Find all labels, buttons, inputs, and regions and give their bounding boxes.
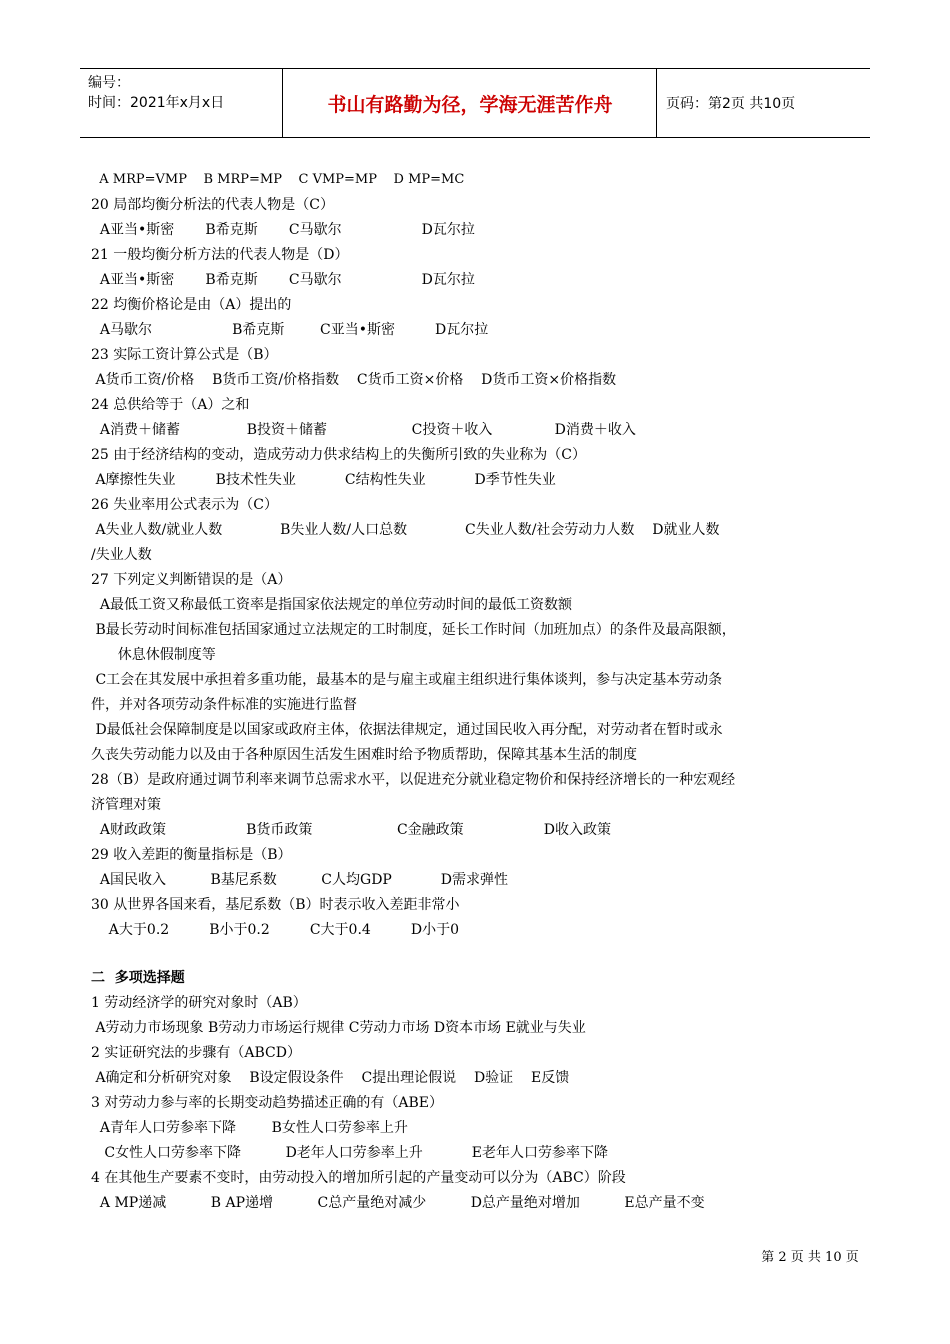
text-line: 济管理对策 [91,797,161,813]
text-line: A摩擦性失业 B技术性失业 C结构性失业 D季节性失业 [91,472,556,488]
text-line: C女性人口劳参率下降 D老年人口劳参率上升 E老年人口劳参率下降 [91,1145,608,1161]
text-line: 28（B）是政府通过调节利率来调节总需求水平，以促进充分就业稳定物价和保持经济增长的一种宏观经 [91,772,736,788]
date-label: 时间：2021年x月x日 [88,95,225,111]
section-heading: 二 多项选择题 [91,970,185,986]
text-line: 4 在其他生产要素不变时，由劳动投入的增加所引起的产量变动可以分为（ABC）阶段 [91,1170,626,1186]
text-line: A最低工资又称最低工资率是指国家依法规定的单位劳动时间的最低工资数额 [91,597,573,613]
text-line: 22 均衡价格论是由（A）提出的 [91,297,292,313]
text-line: A货币工资/价格 B货币工资/价格指数 C货币工资×价格 D货币工资×价格指数 [91,372,617,388]
text-line: 20 局部均衡分析法的代表人物是（C） [91,197,334,213]
text-line: B最长劳动时间标准包括国家通过立法规定的工时制度，延长工作时间（加班加点）的条件及最高限额， [91,622,736,638]
text-line: 3 对劳动力参与率的长期变动趋势描述正确的有（ABE） [91,1095,443,1111]
text-line: 26 失业率用公式表示为（C） [91,497,278,513]
text-line: 休息休假制度等 [91,647,216,663]
header-motto: 书山有路勤为径，学海无涯苦作舟 [284,69,657,137]
text-line: A财政政策 B货币政策 C金融政策 D收入政策 [91,822,611,838]
text-line: A MP递减 B AP递增 C总产量绝对减少 D总产量绝对增加 E总产量不变 [91,1195,705,1211]
text-line: /失业人数 [91,547,152,563]
text-line: A确定和分析研究对象 B设定假设条件 C提出理论假说 D验证 E反馈 [91,1070,570,1086]
text-line: 21 一般均衡分析方法的代表人物是（D） [91,247,349,263]
text-line: 27 下列定义判断错误的是（A） [91,572,292,588]
text-line: A国民收入 B基尼系数 C人均GDP D需求弹性 [91,872,509,888]
text-line: A马歇尔 B希克斯 C亚当•斯密 D瓦尔拉 [91,322,489,338]
footer-page-number: 第 2 页 共 10 页 [761,1250,859,1265]
text-line: A亚当•斯密 B希克斯 C马歇尔 D瓦尔拉 [91,272,475,288]
text-line: A失业人数/就业人数 B失业人数/人口总数 C失业人数/社会劳动力人数 D就业人数 [91,522,720,538]
text-line: 25 由于经济结构的变动，造成劳动力供求结构上的失衡所引致的失业称为（C） [91,447,586,463]
text-line: 2 实证研究法的步骤有（ABCD） [91,1045,301,1061]
text-line: 29 收入差距的衡量指标是（B） [91,847,292,863]
page-footer [0,1246,950,1265]
header-page-label: 页码：第2页 共10页 [666,96,796,112]
text-line: C工会在其发展中承担着多重功能，最基本的是与雇主或雇主组织进行集体谈判，参与决定基本劳动条 [91,672,723,688]
text-line: A MRP=VMP B MRP=MP C VMP=MP D MP=MC [91,172,465,187]
text-line: 件，并对各项劳动条件标准的实施进行监督 [91,697,357,713]
header-meta [80,69,283,137]
text-line: 24 总供给等于（A）之和 [91,397,250,413]
text-line: A大于0.2 B小于0.2 C大于0.4 D小于0 [91,922,459,938]
page-header [80,68,870,138]
text-line: 30 从世界各国来看，基尼系数（B）时表示收入差距非常小 [91,897,460,913]
text-line: A劳动力市场现象 B劳动力市场运行规律 C劳动力市场 D资本市场 E就业与失业 [91,1020,586,1036]
text-line: 久丧失劳动能力以及由于各种原因生活发生困难时给予物质帮助，保障其基本生活的制度 [91,747,637,763]
text-line: 23 实际工资计算公式是（B） [91,347,278,363]
text-line: D最低社会保障制度是以国家或政府主体，依据法律规定，通过国民收入再分配，对劳动者在暂时或永 [91,722,723,738]
text-line: A青年人口劳参率下降 B女性人口劳参率上升 [91,1120,408,1136]
text-line: 1 劳动经济学的研究对象时（AB） [91,995,307,1011]
text-line: A消费＋储蓄 B投资＋储蓄 C投资＋收入 D消费＋收入 [91,422,636,438]
text-line: A亚当•斯密 B希克斯 C马歇尔 D瓦尔拉 [91,222,475,238]
number-label: 编号： [88,75,130,91]
